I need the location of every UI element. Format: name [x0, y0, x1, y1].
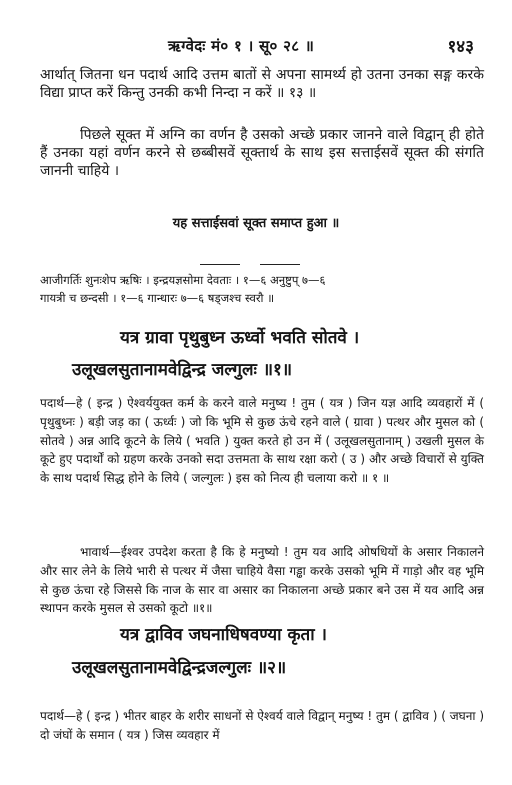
chhanda-svara-line: गायत्री च छन्दसी । १—६ गान्धारः ७—६ षड्जश्च स्वरौ ॥: [40, 291, 275, 305]
intro-paragraph: आर्थात् जितना धन पदार्थ आदि उत्तम बातों से अपना सामर्थ्य हो उतना उनका सङ्ग करके विद्या प्राप्त करें किन्तु उनकी कभी निन्दा न करें ॥ १३ ॥: [40, 67, 484, 101]
page-header: [0, 34, 512, 58]
bhavartha-1: भावार्थ—ईश्वर उपदेश करता है कि हे मनुष्यो ! तुम यव आदि ओषधियों के असार निकालने और सार लेने के लिये भारी से पत्थर में जैसा चाहिये वैसा गड्ढा करके उसको भूमि में गाड़ो और वह भूमि से कुछ ऊंचा रहे जिससे कि नाज के सार वा असार का निकालना अच्छे प्रकार बने उस में यव आदि अन्न स्थापन करके मुसल से उसको कूटो ॥१॥: [40, 545, 484, 616]
verse-2-line-2: उलूखलसुतानामवेद्विन्द्रजल्गुलः ॥२॥: [72, 658, 287, 678]
verse-1-line-1: यत्र ग्रावा पृथुबुध्न ऊर्ध्वो भवति सोतवे ।: [120, 328, 360, 348]
padartha-2: पदार्थ—हे ( इन्द्र ) भीतर बाहर के शरीर साधनों से ऐश्वर्य वाले विद्वान् मनुष्य ! तुम ( द्वाविव ) ( जघना ) दो जंघों के समान ( यत्र ) जिस व्यवहार में: [40, 709, 484, 742]
padartha-1: पदार्थ—हे ( इन्द्र ) ऐश्वर्ययुक्त कर्म के करने वाले मनुष्य ! तुम ( यत्र ) जिन यज्ञ आदि व्यवहारों में ( पृथुबुध्नः ) बड़ी जड़ का ( ऊर्ध्वः ) जो कि भूमि से कुछ ऊंचे रहने वाले ( ग्रावा ) पत्थर और मुसल को ( सोतवे ) अन्न आदि कूटने के लिये ( भवति ) युक्त करते हो उन में ( उलूखलसुतानाम् ) उखली मुसल के कूटे हुए पदार्थों को ग्रहण करके उनको सदा उत्तमता के साथ रक्षा करो ( उ ) और अच्छे विचारों से युक्ति के साथ पदार्थ सिद्ध होने के लिये ( जल्गुलः ) इस को नित्य ही चलाया करो ॥ १ ॥: [40, 396, 484, 486]
context-paragraph: पिछले सूक्त में अग्नि का वर्णन है उसको अच्छे प्रकार जानने वाले विद्वान् ही होते हैं उनका यहां वर्णन करने से छब्बीसवें सूक्तार्थ के साथ इस सत्ताईसवें सूक्त की संगति जाननी चाहिये ।: [40, 127, 484, 179]
verse-1-line-2: उलूखलसुतानामवेद्विन्द्र जल्गुलः ॥१॥: [72, 360, 293, 380]
separator-right: [260, 264, 300, 265]
verse-2-line-1: यत्र द्वाविव जघनाधिषवण्या कृता ।: [120, 625, 327, 645]
page-number: १४३: [447, 37, 474, 57]
running-title: ऋग्वेदः मं० १ । सू० २८ ॥: [168, 37, 315, 55]
rishi-devata-line: आजीगर्तिः शुनःशेप ऋषिः । इन्द्रयज्ञसोमा देवताः । १—६ अनुष्टुप् ७—६: [40, 273, 326, 287]
separator-left: [200, 264, 240, 265]
hymn-completion-note: यह सत्ताईसवां सूक्त समाप्त हुआ ॥: [172, 216, 340, 231]
